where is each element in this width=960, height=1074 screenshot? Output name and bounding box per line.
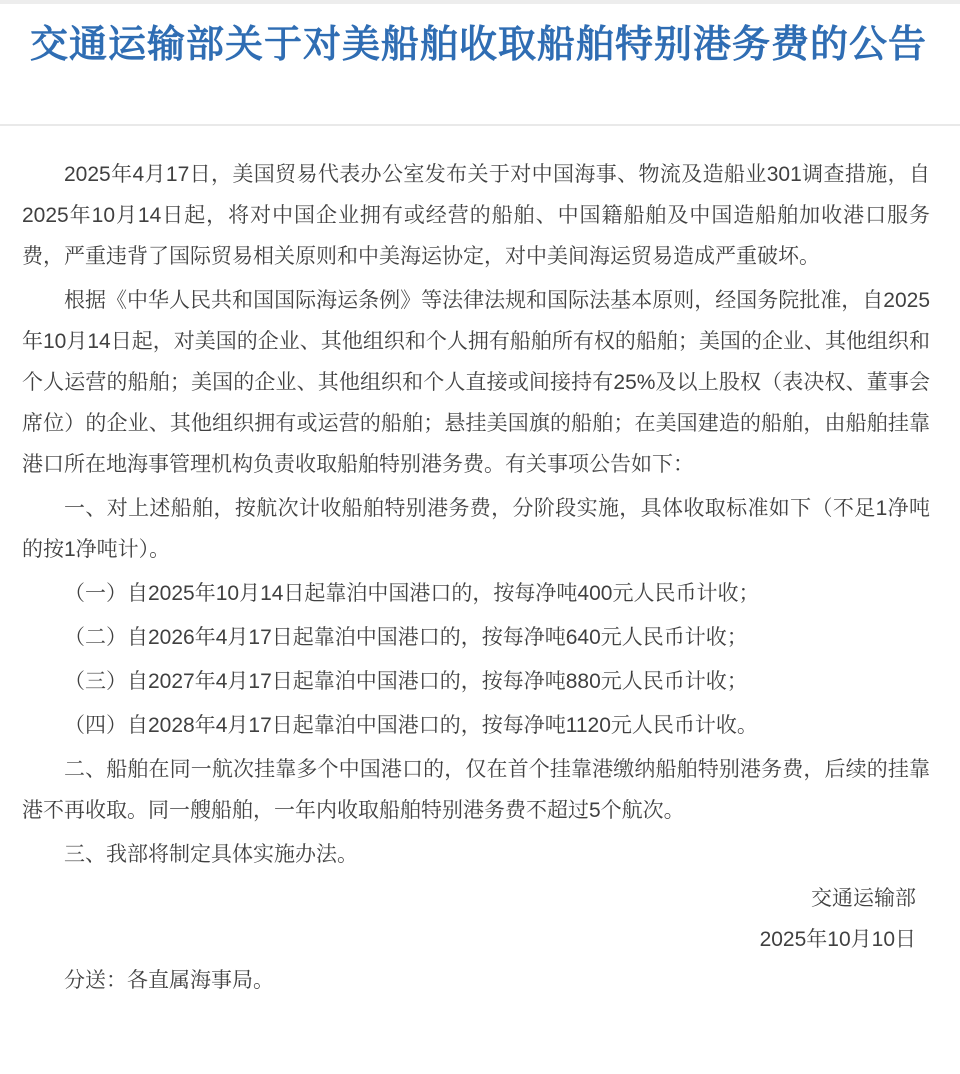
para-legal-basis: 根据《中华人民共和国国际海运条例》等法律法规和国际法基本原则，经国务院批准，自2025年10月14日起，对美国的企业、其他组织和个人拥有船舶所有权的船舶；美国的企业、其他组织和个人运营的船舶；美国的企业、其他组织和个人直接或间接持有25%及以上股权（表决权、董事会席位）的企业、其他组织拥有或运营的船舶；悬挂美国旗的船舶；在美国建造的船舶，由船舶挂靠港口所在地海事管理机构负责收取船舶特别港务费。有关事项公告如下： [22, 289, 930, 476]
signature-org: 交通运输部 [811, 887, 916, 910]
para-fee-tier-3: （三）自2027年4月17日起靠泊中国港口的，按每净吨880元人民币计收； [64, 670, 748, 693]
para-item-2: 二、船舶在同一航次挂靠多个中国港口的，仅在首个挂靠港缴纳船舶特别港务费，后续的挂靠港不再收取。同一艘船舶，一年内收取船舶特别港务费不超过5个航次。 [22, 758, 930, 822]
para-fee-tier-2: （二）自2026年4月17日起靠泊中国港口的，按每净吨640元人民币计收； [64, 626, 748, 649]
para-fee-tier-1: （一）自2025年10月14日起靠泊中国港口的，按每净吨400元人民币计收； [64, 582, 760, 605]
signature-date: 2025年10月10日 [759, 928, 916, 951]
distribution-note: 分送：各直属海事局。 [64, 969, 274, 992]
para-fee-tier-4: （四）自2028年4月17日起靠泊中国港口的，按每净吨1120元人民币计收。 [64, 714, 758, 737]
signature-block [22, 878, 930, 960]
para-item-3: 三、我部将制定具体实施办法。 [64, 843, 358, 866]
announcement-header [0, 4, 960, 70]
para-intro-us-measures: 2025年4月17日，美国贸易代表办公室发布关于对中国海事、物流及造船业301调查措施，自2025年10月14日起，将对中国企业拥有或经营的船舶、中国籍船舶及中国造船舶加收港口服务费，严重违背了国际贸易相关原则和中美海运协定，对中美间海运贸易造成严重破坏。 [22, 163, 930, 268]
announcement-body [0, 134, 960, 1001]
header-divider [0, 124, 960, 126]
page-title: 交通运输部关于对美船舶收取船舶特别港务费的公告 [30, 24, 928, 66]
para-item-1: 一、对上述船舶，按航次计收船舶特别港务费，分阶段实施，具体收取标准如下（不足1净吨的按1净吨计）。 [22, 497, 930, 561]
